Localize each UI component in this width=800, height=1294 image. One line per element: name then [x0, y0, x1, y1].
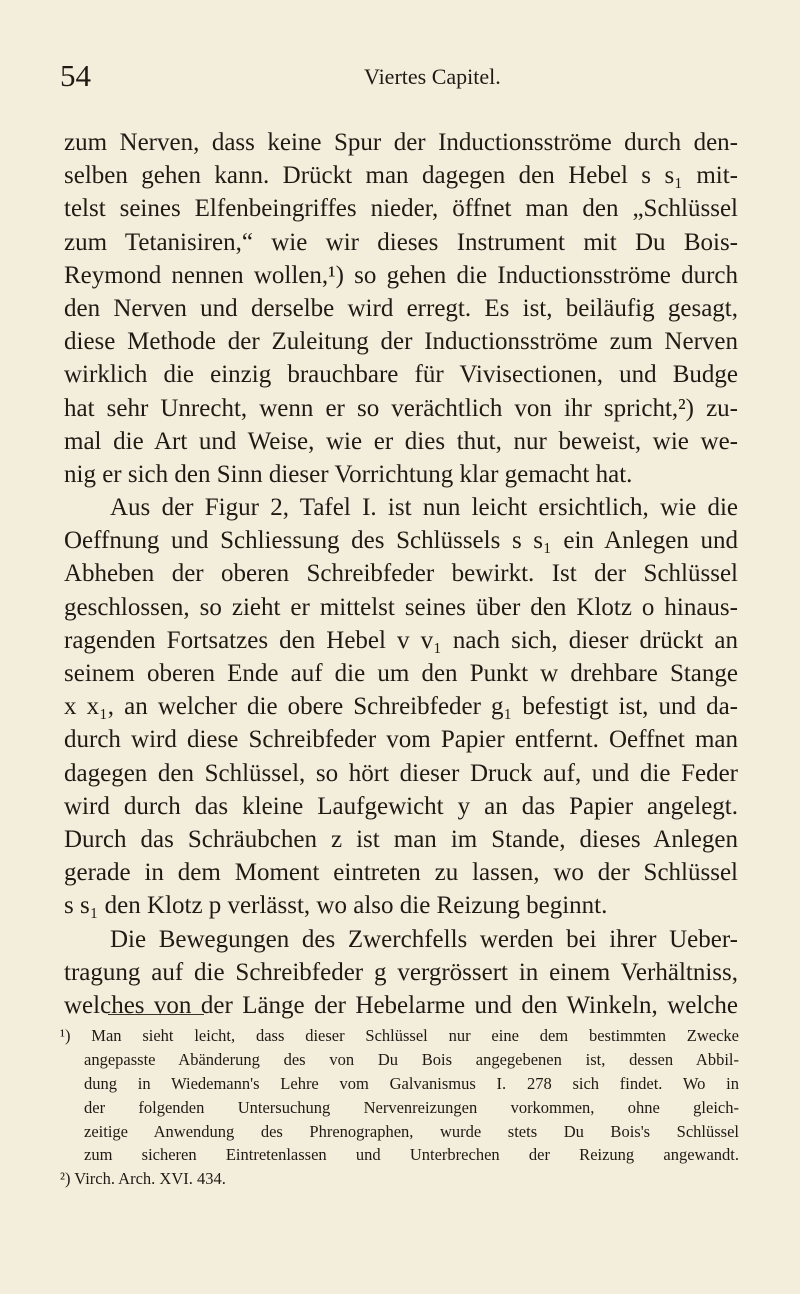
body-line: selben gehen kann. Drückt man dagegen den Hebel s s₁ mit- [64, 162, 738, 190]
body-line: Die Bewegungen des Zwerchfells werden bei ihrer Ueber- [110, 925, 738, 953]
body-line: Reymond nennen wollen,¹) so gehen die Inductionsströme durch [64, 261, 738, 289]
body-line: wird durch das kleine Laufgewicht y an das Papier angelegt. [64, 792, 738, 820]
body-line: zum Tetanisiren,“ wie wir dieses Instrument mit Du Bois- [64, 228, 738, 256]
body-line: geschlossen, so zieht er mittelst seines über den Klotz o hinaus- [64, 593, 738, 621]
body-line: hat sehr Unrecht, wenn er so verächtlich von ihr spricht,²) zu- [64, 394, 738, 422]
body-line: den Nerven und derselbe wird erregt. Es ist, beiläufig gesagt, [64, 294, 738, 322]
body-line: welches von der Länge der Hebelarme und den Winkeln, welche [64, 991, 738, 1019]
footnote-line: ²) Virch. Arch. XVI. 434. [60, 1169, 226, 1189]
page-number: 54 [60, 58, 91, 93]
body-line: x x₁, an welcher die obere Schreibfeder g₁ befestigt ist, und da- [64, 693, 738, 721]
body-line: seinem oberen Ende auf die um den Punkt w drehbare Stange [64, 660, 738, 687]
body-line: s s₁ den Klotz p verlässt, wo also die Reizung beginnt. [64, 892, 608, 920]
body-line: dagegen den Schlüssel, so hört dieser Druck auf, und die Feder [64, 759, 738, 787]
body-line: gerade in dem Moment eintreten zu lassen, wo der Schlüssel [64, 859, 738, 887]
running-title: Viertes Capitel. [364, 64, 501, 89]
body-line: Durch das Schräubchen z ist man im Stande, dieses Anlegen [64, 825, 738, 853]
body-line: wirklich die einzig brauchbare für Vivisectionen, und Budge [64, 361, 738, 389]
body-line: nig er sich den Sinn dieser Vorrichtung klar gemacht hat. [64, 460, 633, 488]
body-text [64, 126, 738, 1022]
footnote-line: angepasste Abänderung des von Du Bois angegebenen ist, dessen Abbil- [84, 1049, 739, 1069]
body-line: ragenden Fortsatzes den Hebel v v₁ nach sich, dieser drückt an [64, 626, 738, 654]
page-header [60, 58, 740, 108]
footnote-line: der folgenden Untersuchung Nervenreizungen vorkommen, ohne gleich- [84, 1097, 739, 1117]
body-line: telst seines Elfenbeingriffes nieder, öffnet man den „Schlüssel [64, 195, 738, 223]
footnote-divider [108, 1014, 204, 1015]
body-line: diese Methode der Zuleitung der Inductionsströme zum Nerven [64, 328, 738, 356]
body-line: Aus der Figur 2, Tafel I. ist nun leicht ersichtlich, wie die [110, 494, 738, 522]
body-line: durch wird diese Schreibfeder vom Papier entfernt. Oeffnet man [64, 726, 738, 754]
body-line: zum Nerven, dass keine Spur der Inductionsströme durch den- [64, 129, 738, 156]
body-line: Oeffnung und Schliessung des Schlüssels s s₁ ein Anlegen und [64, 527, 738, 555]
footnotes [60, 1024, 739, 1191]
body-line: mal die Art und Weise, wie er dies thut, nur beweist, wie we- [64, 427, 738, 455]
footnote-line: ¹) Man sieht leicht, dass dieser Schlüssel nur eine dem bestimmten Zwecke [60, 1026, 739, 1045]
footnote-line: zeitige Anwendung des Phrenographen, wurde stets Du Bois's Schlüssel [84, 1121, 739, 1141]
footnote-line: dung in Wiedemann's Lehre vom Galvanismus I. 278 sich findet. Wo in [84, 1073, 739, 1093]
body-line: tragung auf die Schreibfeder g vergrössert in einem Verhältniss, [64, 958, 738, 986]
footnote-line: zum sicheren Eintretenlassen und Unterbrechen der Reizung angewandt. [84, 1145, 739, 1165]
body-line: Abheben der oberen Schreibfeder bewirkt. Ist der Schlüssel [64, 560, 738, 588]
